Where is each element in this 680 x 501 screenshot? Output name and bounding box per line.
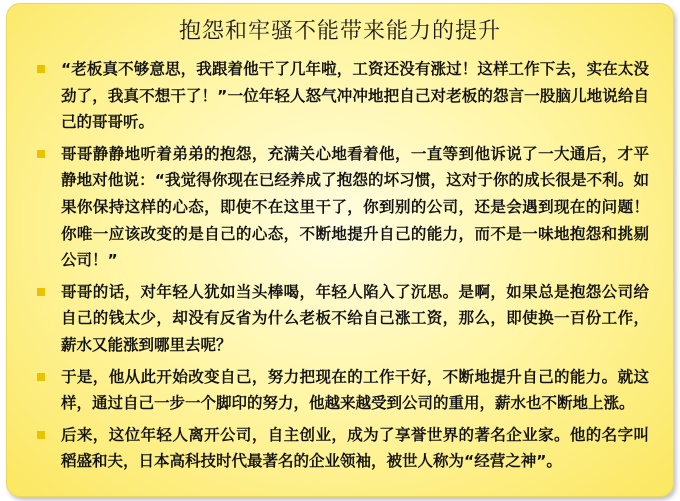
list-item bbox=[37, 364, 649, 417]
list-item bbox=[37, 422, 649, 475]
square-bullet-icon bbox=[37, 65, 45, 73]
square-bullet-icon bbox=[37, 431, 45, 439]
paragraph-text: 哥哥的话，对年轻人犹如当头棒喝，年轻人陷入了沉思。是啊，如果总是抱怨公司给自己的钱太少，却没有反省为什么老板不给自己涨工资，那么，即使换一百份工作，薪水又能涨到哪里去呢？ bbox=[61, 282, 649, 354]
list-item bbox=[37, 141, 649, 274]
list-item bbox=[37, 279, 649, 359]
paragraph-text: 后来，这位年轻人离开公司，自主创业，成为了享誉世界的著名企业家。他的名字叫稻盛和夫，日本高科技时代最著名的企业领袖，被世人称为“经营之神”。 bbox=[61, 425, 649, 471]
paragraph-text: 于是，他从此开始改变自己，努力把现在的工作干好，不断地提升自己的能力。就这样，通过自己一步一个脚印的努力，他越来越受到公司的重用，薪水也不断地上涨。 bbox=[61, 367, 649, 413]
paragraph-text: 哥哥静静地听着弟弟的抱怨，充满关心地看着他，一直等到他诉说了一大通后，才平静地对他说：“我觉得你现在已经养成了抱怨的坏习惯，这对于你的成长很是不利。如果你保持这样的心态，即使不在这里干了，你到别的公司，还是会遇到现在的问题！你唯一应该改变的是自己的心态，不断地提升自己的能力，而不是一味地抱怨和挑剔公司！” bbox=[61, 144, 649, 270]
square-bullet-icon bbox=[37, 288, 45, 296]
slide-card bbox=[6, 3, 674, 497]
square-bullet-icon bbox=[37, 150, 45, 158]
bullet-list bbox=[37, 56, 649, 480]
slide-title: 抱怨和牢骚不能带来能力的提升 bbox=[178, 19, 501, 44]
list-item bbox=[37, 56, 649, 136]
paragraph-text: “老板真不够意思，我跟着他干了几年啦，工资还没有涨过！这样工作下去，实在太没劲了，我真不想干了！”一位年轻人怒气冲冲地把自己对老板的怨言一股脑儿地说给自己的哥哥听。 bbox=[61, 60, 649, 132]
square-bullet-icon bbox=[37, 373, 45, 381]
